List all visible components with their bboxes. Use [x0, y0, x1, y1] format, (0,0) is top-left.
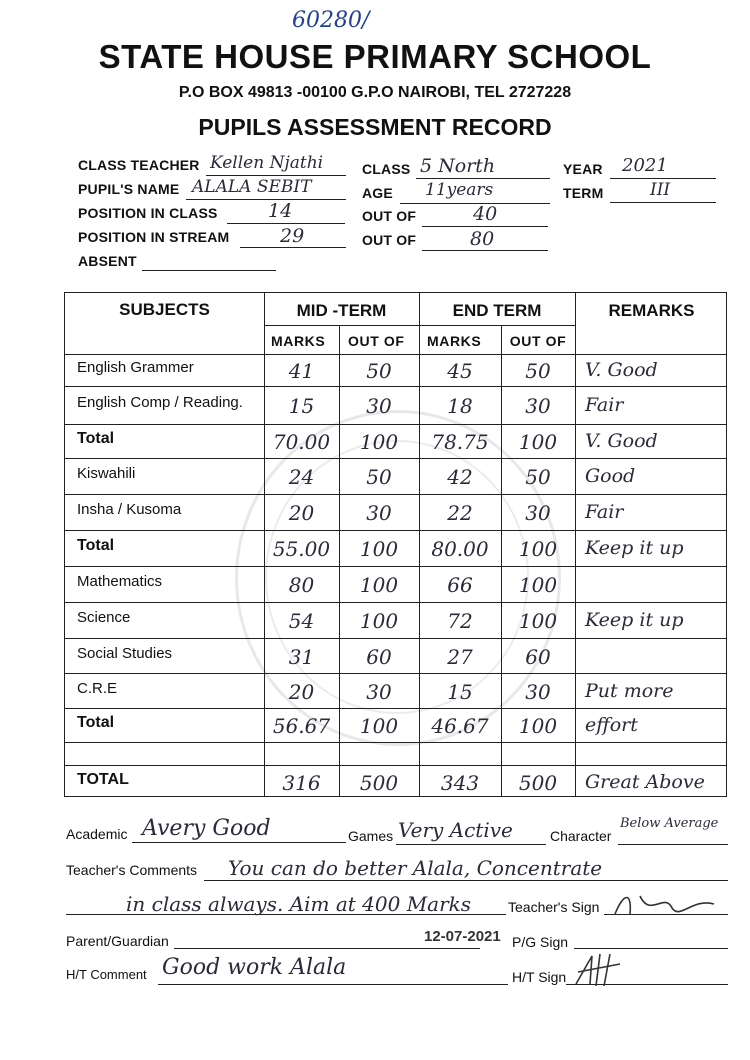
end-out-of-header: OUT OF [509, 333, 567, 349]
cell-end-out: 50 [525, 359, 551, 383]
cell-remark: Keep it up [585, 537, 684, 559]
cell-end-out: 30 [525, 501, 551, 525]
teacher-comments-line2: in class always. Aim at 400 Marks [126, 892, 472, 916]
table-row [65, 742, 726, 765]
cell-remark: Good [585, 465, 636, 487]
subjects-header: SUBJECTS [119, 300, 210, 319]
cell-mid-marks: 31 [288, 644, 315, 669]
cell-mid-out: 100 [359, 537, 399, 561]
mid-out-of-header: OUT OF [348, 333, 405, 349]
cell-end-marks: 27 [447, 644, 473, 669]
cell-remark: Keep it up [585, 609, 684, 631]
year-value: 2021 [622, 155, 668, 176]
cell-remark: effort [585, 714, 638, 736]
cell-subject: Social Studies [77, 644, 173, 662]
age-value: 11years [425, 180, 494, 200]
cell-end-out: 100 [518, 430, 558, 454]
cell-remark: V. Good [585, 430, 658, 452]
out-of-class-value: 40 [473, 203, 498, 225]
cell-mid-marks: 316 [282, 770, 321, 795]
age-label: AGE [362, 185, 393, 201]
teacher-comments-line1: You can do better Alala, Concentrate [228, 856, 603, 880]
end-marks-header: MARKS [427, 333, 482, 349]
cell-remark: Fair [585, 394, 624, 416]
cell-remark: Great Above [585, 770, 705, 793]
assessment-table [64, 292, 727, 797]
cell-end-marks: 42 [447, 465, 473, 489]
games-label: Games [348, 828, 394, 844]
character-value: Below Average [620, 816, 719, 831]
cell-end-out: 100 [518, 537, 558, 561]
class-value: 5 North [420, 155, 496, 177]
cell-mid-marks: 24 [288, 465, 315, 489]
cell-mid-marks: 41 [288, 359, 315, 383]
cell-subject: Total [77, 714, 115, 731]
parent-guardian-label: Parent/Guardian [66, 933, 169, 949]
out-of-class-label: OUT OF [362, 208, 417, 224]
cell-end-marks: 343 [440, 770, 480, 795]
cell-mid-marks: 15 [288, 394, 315, 418]
cell-subject: English Comp / Reading. [77, 394, 243, 411]
cell-remark: Put more [585, 679, 674, 702]
ht-comment-value: Good work Alala [162, 955, 347, 980]
cell-mid-marks: 54 [288, 609, 315, 633]
class-teacher-value: Kellen Njathi [210, 153, 324, 173]
cell-end-marks: 45 [447, 359, 473, 383]
cell-end-marks: 80.00 [431, 537, 489, 561]
ht-sign-label: H/T Sign [512, 969, 567, 985]
games-value: Very Active [398, 818, 513, 842]
cell-subject: English Grammer [77, 359, 194, 376]
teacher-sign-label: Teacher's Sign [508, 899, 600, 915]
cell-remark: V. Good [585, 359, 658, 381]
school-name: STATE HOUSE PRIMARY SCHOOL [98, 38, 652, 75]
position-class-label: POSITION IN CLASS [78, 205, 218, 221]
remarks-header: REMARKS [608, 301, 695, 320]
record-title: PUPILS ASSESSMENT RECORD [198, 114, 552, 140]
cell-subject: Science [77, 609, 131, 626]
ht-comment-label: H/T Comment [66, 967, 147, 982]
date-stamp: 12-07-2021 [424, 928, 501, 945]
cell-subject: Insha / Kusoma [77, 501, 182, 518]
cell-mid-out: 30 [366, 394, 392, 418]
teacher-comments-label: Teacher's Comments [66, 862, 198, 878]
cell-mid-out: 100 [359, 609, 399, 633]
cell-mid-out: 100 [359, 573, 399, 597]
cell-subject: Total [77, 430, 115, 447]
cell-mid-out: 30 [366, 501, 392, 525]
cell-end-marks: 15 [447, 679, 473, 704]
cell-end-out: 60 [525, 644, 551, 669]
school-address: P.O BOX 49813 -00100 G.P.O NAIROBI, TEL 2727228 [178, 84, 572, 101]
cell-end-out: 100 [518, 714, 558, 738]
absent-label: ABSENT [78, 253, 137, 269]
cell-mid-out: 50 [366, 465, 392, 489]
cell-mid-marks: 20 [288, 501, 315, 525]
pupil-name-value: ALALA SEBIT [192, 177, 312, 197]
cell-mid-marks: 70.00 [272, 430, 331, 454]
cell-mid-out: 30 [366, 679, 392, 704]
pupil-name-label: PUPIL'S NAME [78, 181, 180, 197]
year-label: YEAR [563, 161, 603, 177]
end-term-header: END TERM [452, 301, 542, 320]
cell-end-marks: 66 [447, 573, 473, 597]
cell-mid-marks: 56.67 [272, 714, 331, 738]
mid-marks-header: MARKS [271, 333, 326, 349]
cell-mid-out: 60 [366, 644, 392, 669]
position-class-value: 14 [268, 200, 293, 222]
cell-subject: C.R.E [77, 679, 118, 697]
academic-label: Academic [66, 826, 128, 842]
cell-end-out: 30 [525, 679, 551, 704]
cell-mid-marks: 55.00 [272, 537, 331, 561]
cell-mid-marks: 80 [288, 573, 315, 597]
pg-sign-label: P/G Sign [512, 934, 569, 950]
cell-subject: Mathematics [77, 573, 163, 590]
academic-value: Avery Good [142, 816, 271, 841]
cell-end-out: 50 [525, 465, 551, 489]
cell-mid-out: 100 [359, 430, 399, 454]
cell-end-marks: 22 [447, 501, 473, 525]
cell-subject: TOTAL [77, 770, 129, 788]
cell-remark: Fair [585, 501, 624, 523]
term-label: TERM [563, 185, 604, 201]
reference-number: 60280/ [292, 8, 370, 33]
out-of-stream-label: OUT OF [362, 232, 417, 248]
cell-end-out: 100 [518, 609, 558, 633]
character-label: Character [550, 828, 612, 844]
position-stream-value: 29 [280, 225, 305, 247]
cell-mid-marks: 20 [288, 679, 315, 704]
position-stream-label: POSITION IN STREAM [78, 229, 230, 245]
term-value: III [650, 180, 671, 200]
cell-mid-out: 500 [359, 770, 399, 795]
cell-end-out: 100 [518, 573, 558, 597]
cell-subject: Kiswahili [77, 465, 136, 482]
out-of-stream-value: 80 [470, 228, 495, 250]
class-label: CLASS [362, 161, 411, 177]
cell-end-out: 30 [525, 394, 551, 418]
cell-mid-out: 50 [366, 359, 392, 383]
teacher-signature [610, 888, 720, 922]
class-teacher-label: CLASS TEACHER [78, 157, 200, 173]
cell-end-marks: 78.75 [431, 430, 489, 454]
cell-end-marks: 18 [447, 394, 473, 418]
cell-end-marks: 46.67 [431, 714, 489, 738]
cell-end-out: 500 [518, 770, 558, 795]
cell-mid-out: 100 [359, 714, 399, 738]
cell-end-marks: 72 [447, 609, 473, 633]
cell-subject: Total [77, 537, 115, 554]
mid-term-header: MID -TERM [296, 301, 387, 320]
ht-signature [570, 950, 630, 990]
